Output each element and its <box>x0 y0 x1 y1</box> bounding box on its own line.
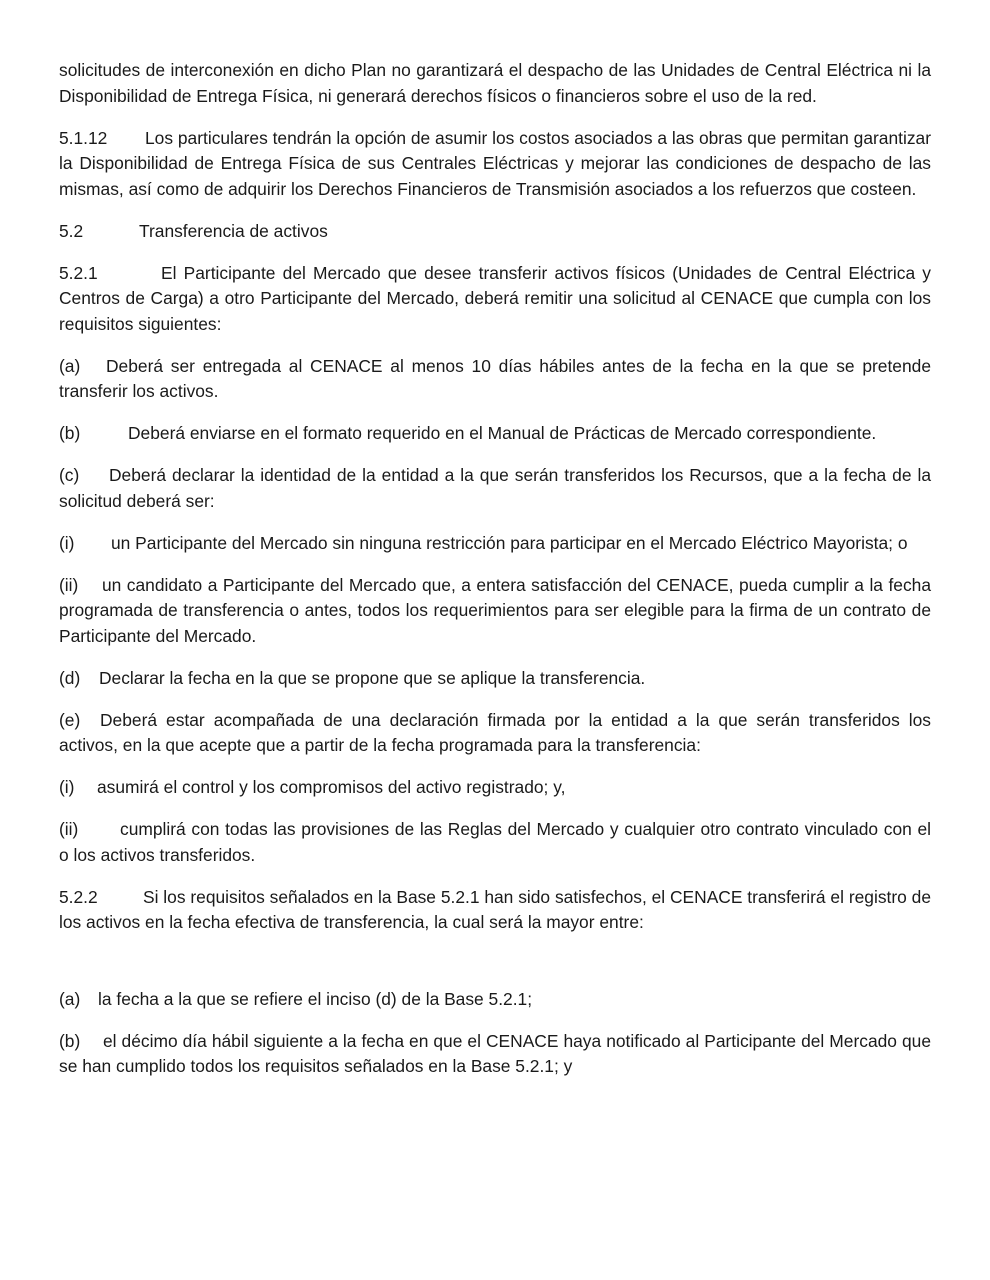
item-text: la fecha a la que se refiere el inciso (d) de la Base 5.2.1; <box>98 988 533 1009</box>
item-label: (i) <box>59 777 75 797</box>
item-text: Deberá ser entregada al CENACE al menos 10 días hábiles antes de la fecha en la que se pretende transferir los activos. <box>59 355 931 401</box>
item-label: (a) <box>59 355 81 376</box>
section-number: 5.1.12 <box>59 127 108 148</box>
paragraph-text: solicitudes de interconexión en dicho Plan no garantizará el despacho de las Unidades de Central Eléctrica ni la Disponibilidad de Entrega Física, ni generará derechos físicos o financieros sobre el uso de la red. <box>59 60 931 106</box>
item-label: (ii) <box>59 819 79 839</box>
paragraph-text: Si los requisitos señalados en la Base 5.2.1 han sido satisfechos, el CENACE transferirá el registro de los activos en la fecha efectiva de transferencia, la cual será la mayor entre: <box>59 886 931 932</box>
item-text: Deberá enviarse en el formato requerido en el Manual de Prácticas de Mercado correspondiente. <box>128 423 877 443</box>
list-item-d <box>59 666 931 692</box>
item-text: Deberá declarar la identidad de la entidad a la que serán transferidos los Recursos, que a la fecha de la solicitud deberá ser: <box>59 465 931 511</box>
document-page <box>59 58 931 1096</box>
list-item-a <box>59 354 931 405</box>
list-item-b <box>59 421 931 447</box>
paragraph-continuation <box>59 58 931 109</box>
item-text: asumirá el control y los compromisos del activo registrado; y, <box>97 777 566 797</box>
list-item-c-ii <box>59 573 931 650</box>
item-text: un Participante del Mercado sin ninguna restricción para participar en el Mercado Eléctrico Mayorista; o <box>111 532 908 553</box>
item-text: Declarar la fecha en la que se propone que se aplique la transferencia. <box>99 667 646 688</box>
list-item-5-2-2-a <box>59 987 931 1013</box>
item-label: (d) <box>59 667 81 688</box>
item-label: (a) <box>59 988 81 1009</box>
list-item-e <box>59 708 931 759</box>
item-label: (c) <box>59 465 80 485</box>
section-number: 5.2.2 <box>59 886 98 907</box>
item-text: Deberá estar acompañada de una declaración firmada por la entidad a la que serán transferidos los activos, en la que acepte que a partir de la fecha programada para la transferencia: <box>59 709 931 755</box>
paragraph-5-1-12 <box>59 126 931 203</box>
paragraph-5-2-1 <box>59 261 931 338</box>
list-item-e-ii <box>59 817 931 868</box>
item-label: (e) <box>59 709 81 730</box>
item-text: un candidato a Participante del Mercado que, a entera satisfacción del CENACE, pueda cumplir a la fecha programada de transferencia o antes, todos los requerimientos para ser elegible para la firma de un contrato de Participante del Mercado. <box>59 574 931 646</box>
item-text: cumplirá con todas las provisiones de las Reglas del Mercado y cualquier otro contrato vinculado con el o los activos transferidos. <box>59 819 931 865</box>
paragraph-text: El Participante del Mercado que desee transferir activos físicos (Unidades de Central Eléctrica y Centros de Carga) a otro Participante del Mercado, deberá remitir una solicitud al CENACE que cumpla con los requisitos siguientes: <box>59 262 931 334</box>
item-label: (i) <box>59 532 75 553</box>
section-heading-5-2 <box>59 219 931 245</box>
paragraph-5-2-2 <box>59 885 931 936</box>
item-label: (ii) <box>59 574 79 595</box>
list-item-e-i <box>59 775 931 801</box>
item-label: (b) <box>59 423 81 443</box>
section-number: 5.2.1 <box>59 262 98 283</box>
list-item-c-i <box>59 531 931 557</box>
item-text: el décimo día hábil siguiente a la fecha en que el CENACE haya notificado al Participante del Mercado que se han cumplido todos los requisitos señalados en la Base 5.2.1; y <box>59 1030 931 1076</box>
paragraph-text: Los particulares tendrán la opción de asumir los costos asociados a las obras que permitan garantizar la Disponibilidad de Entrega Física de sus Centrales Eléctricas y mejorar las condiciones de despacho de las mismas, así como de adquirir los Derechos Financieros de Transmisión asociados a los refuerzos que costeen. <box>59 127 931 199</box>
section-number: 5.2 <box>59 220 84 241</box>
item-label: (b) <box>59 1030 81 1051</box>
list-item-c <box>59 463 931 514</box>
section-title: Transferencia de activos <box>139 220 328 241</box>
list-item-5-2-2-b <box>59 1029 931 1080</box>
